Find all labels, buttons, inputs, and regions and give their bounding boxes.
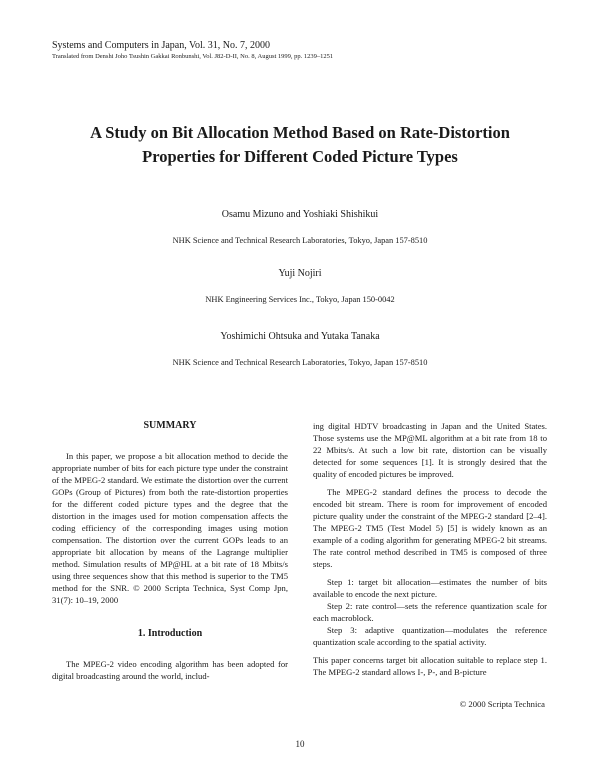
author-names-1: Osamu Mizuno and Yoshiaki Shishikui [221, 209, 379, 220]
page-number: 10 [295, 739, 305, 749]
left-column [52, 420, 288, 682]
author-affiliation-2: NHK Engineering Services Inc., Tokyo, Japan 150-0042 [205, 295, 395, 304]
translation-source: Translated from Denshi Joho Tsushin Gakkai Ronbunshi, Vol. J82-D-II, No. 8, August 1999, pp. 1239–1251 [52, 53, 334, 60]
title-line-2: Properties for Different Coded Picture Types [142, 147, 458, 166]
intro-continued-paragraph: ing digital HDTV broadcasting in Japan and the United States. Those systems use the MP@ML algorithm at a bit rate from 18 to 22 Mbits/s. At such a low bit rate, distortion can be visually detected for some sequences [1]. It is strongly desired that the quality of encoded pictures be improved. [313, 421, 547, 479]
author-names-3: Yoshimichi Ohtsuka and Yutaka Tanaka [220, 331, 380, 342]
introduction-heading: 1. Introduction [137, 628, 203, 639]
right-column [313, 420, 547, 678]
author-affiliation-1: NHK Science and Technical Research Laboratories, Tokyo, Japan 157-8510 [172, 236, 428, 245]
step1-paragraph: Step 1: target bit allocation—estimates the number of bits available to encode the next picture. [313, 577, 547, 599]
introduction-paragraph: The MPEG-2 video encoding algorithm has been adopted for digital broadcasting around the world, includ- [52, 659, 288, 681]
title-line-1: A Study on Bit Allocation Method Based on Rate-Distortion [90, 123, 510, 142]
step3-paragraph: Step 3: adaptive quantization—modulates the reference quantization scale according to the spatial activity. [313, 625, 547, 647]
copyright-notice: © 2000 Scripta Technica [459, 699, 545, 709]
summary-text: In this paper, we propose a bit allocation method to decide the appropriate number of bits for each picture type under the constraint of the MPEG-2 standard. We estimate the distortion over the current GOPs (Group of Pictures) from both the rate-distortion properties for the different coded picture types and the degree that the distortion in the images used for motion compensation affects the coding efficiency of the corresponding images using motion compensation. The distortion over the current GOPs leads to an appropriate bit allocation by means of the Lagrange multiplier method. Simulation results of MP@HL at a bit rate of 18 Mbits/s using three sequences show that this method is superior to the TM5 method for the SNR. © 2000 Scripta Technica, Syst Comp Jpn, 31(7): 10–19, 2000 [52, 451, 288, 605]
step2-paragraph: Step 2: rate control—sets the reference quantization scale for each macroblock. [313, 601, 547, 623]
paper-title [40, 121, 560, 169]
mpeg2-paragraph: The MPEG-2 standard defines the process to decode the encoded bit stream. There is room for improvement of encoded picture quality under the constraint of the MPEG-2 standard [2–4]. The MPEG-2 TM5 (Test Model 5) [5] is widely known as an example of a coding algorithm for generating MPEG-2 bit streams. The rate control method described in TM5 is composed of three steps. [313, 487, 547, 569]
author-affiliation-3: NHK Science and Technical Research Laboratories, Tokyo, Japan 157-8510 [172, 358, 428, 367]
author-names-2: Yuji Nojiri [278, 268, 322, 279]
summary-heading: SUMMARY [143, 420, 197, 431]
journal-citation: Systems and Computers in Japan, Vol. 31, No. 7, 2000 [52, 40, 270, 51]
target-bit-paragraph: This paper concerns target bit allocation suitable to replace step 1. The MPEG-2 standard allows I-, P-, and B-picture [313, 655, 547, 677]
